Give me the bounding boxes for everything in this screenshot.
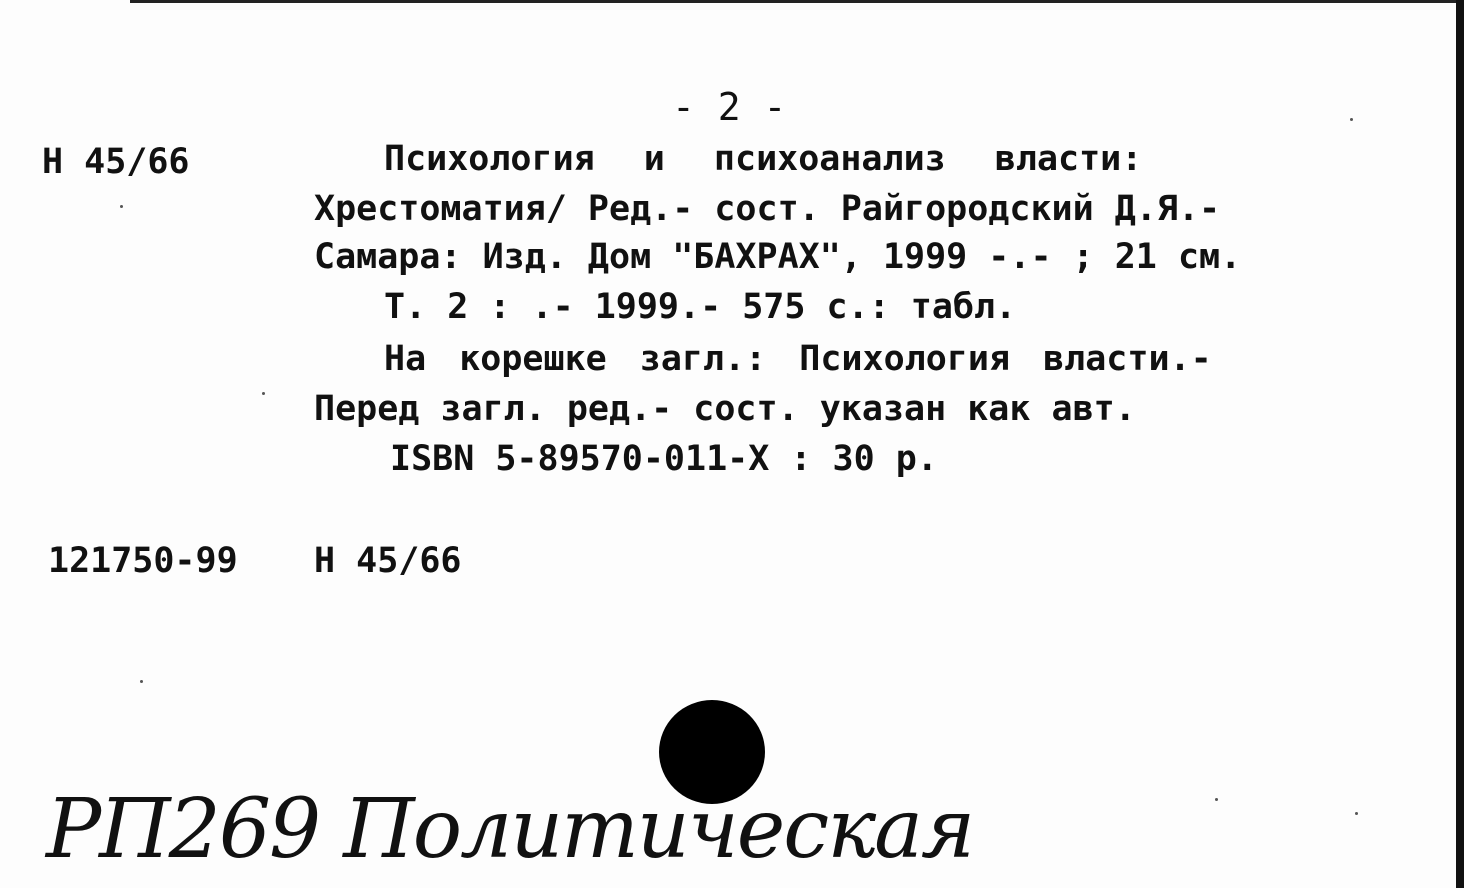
- scan-speck: [1215, 798, 1218, 801]
- scan-speck: [1355, 812, 1358, 815]
- note-line-1: На корешке загл.: Психология власти.-: [384, 339, 1212, 379]
- scan-speck: [140, 680, 143, 683]
- scan-speck: [1350, 118, 1353, 121]
- card-top-edge: [130, 0, 1460, 3]
- handwritten-note: РП269 Политическая: [46, 782, 974, 877]
- accession-number: 121750-99: [48, 541, 238, 581]
- note-line-2: Перед загл. ред.- сост. указан как авт.: [314, 389, 1136, 429]
- title-line-2: Хрестоматия/ Ред.- сост. Райгородский Д.Я.-: [314, 189, 1221, 229]
- accession-shelf-mark: Н 45/66: [314, 541, 462, 581]
- volume-line: Т. 2 : .- 1999.- 575 с.: табл.: [384, 287, 1017, 327]
- title-line-1: Психология и психоанализ власти:: [384, 139, 1143, 179]
- isbn-line: ISBN 5-89570-011-X : 30 р.: [390, 439, 938, 479]
- shelf-mark: Н 45/66: [42, 142, 190, 182]
- page-mark: - 2 -: [672, 85, 787, 129]
- scan-speck: [120, 205, 123, 208]
- imprint-line: Самара: Изд. Дом "БАХРАХ", 1999 -.- ; 21 см.: [314, 237, 1242, 277]
- card-right-edge: [1456, 0, 1464, 888]
- scan-speck: [262, 392, 265, 395]
